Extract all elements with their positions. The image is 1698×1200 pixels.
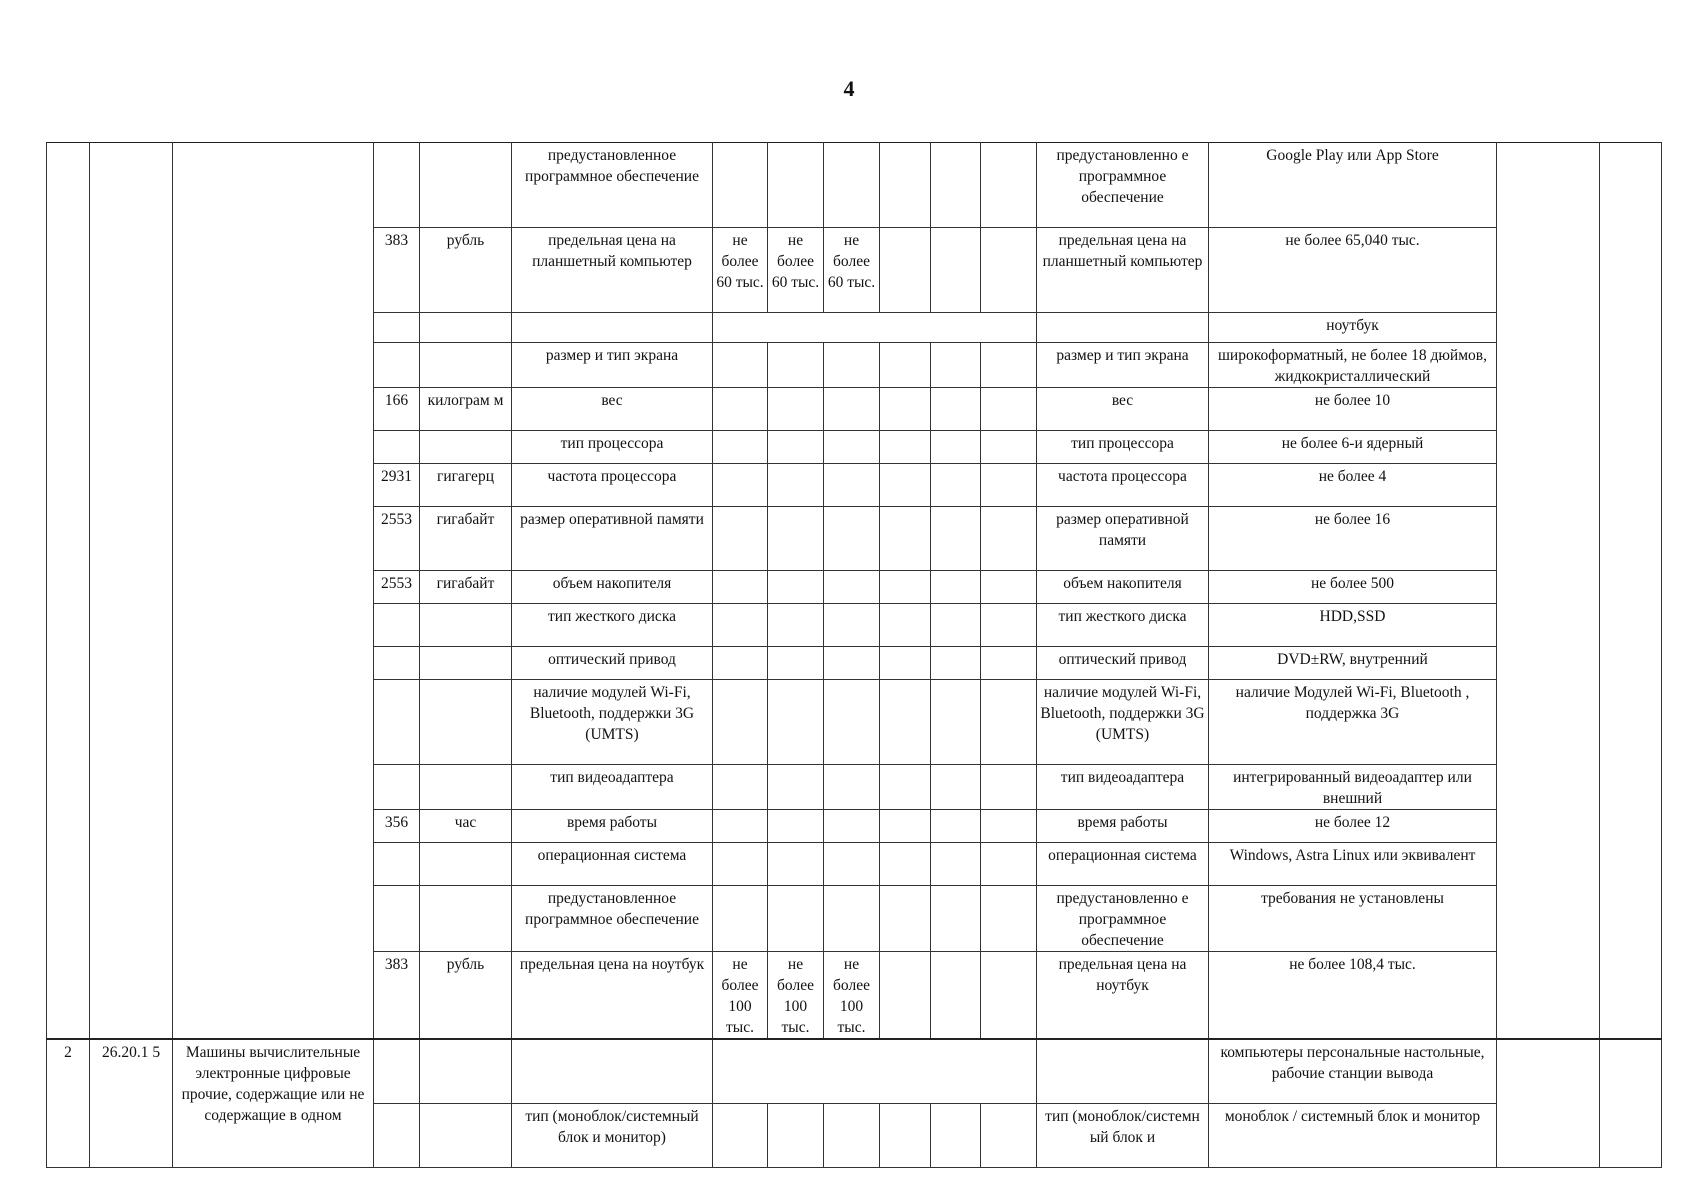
empty-cell <box>931 647 981 680</box>
characteristic-cell <box>512 313 713 343</box>
characteristic-cell: предельная цена на ноутбук <box>512 952 713 1040</box>
characteristic-approved-cell: размер оперативной памяти <box>1037 507 1209 571</box>
value-cell <box>768 886 824 952</box>
approved-value-cell: не более 108,4 тыс. <box>1209 952 1497 1040</box>
okei-code-cell: 2553 <box>374 507 420 571</box>
empty-cell <box>880 810 931 843</box>
empty-cell <box>931 886 981 952</box>
empty-cell <box>880 680 931 765</box>
approved-value-cell: моноблок / системный блок и монитор <box>1209 1103 1497 1167</box>
value-cell <box>824 464 880 507</box>
empty-cell <box>931 765 981 810</box>
empty-cell <box>931 343 981 388</box>
value-cell <box>713 810 768 843</box>
value-cell <box>768 464 824 507</box>
group-label-cell: ноутбук <box>1209 313 1497 343</box>
value-cell <box>824 886 880 952</box>
row-number-cell <box>47 143 90 1040</box>
unit-cell: рубль <box>420 952 512 1040</box>
value-cell <box>824 647 880 680</box>
okei-code-cell <box>374 313 420 343</box>
empty-cell <box>931 507 981 571</box>
value-cell <box>768 604 824 647</box>
okei-code-cell <box>374 1103 420 1167</box>
unit-cell <box>420 313 512 343</box>
item-name-cell <box>173 143 374 1040</box>
approved-value-cell: не более 16 <box>1209 507 1497 571</box>
empty-cell <box>931 571 981 604</box>
empty-cell <box>981 810 1037 843</box>
unit-cell: час <box>420 810 512 843</box>
approved-value-cell: DVD±RW, внутренний <box>1209 647 1497 680</box>
table-row <box>47 143 1662 228</box>
okei-code-cell: 383 <box>374 228 420 313</box>
group-label-cell: компьютеры персональные настольные, рабочие станции вывода <box>1209 1039 1497 1103</box>
empty-cell <box>880 647 931 680</box>
empty-cell <box>880 143 931 228</box>
characteristic-cell: объем накопителя <box>512 571 713 604</box>
unit-cell <box>420 843 512 886</box>
unit-cell <box>420 680 512 765</box>
value-cell: не более 100 тыс. <box>713 952 768 1040</box>
value-cell <box>824 143 880 228</box>
characteristic-approved-cell: частота процессора <box>1037 464 1209 507</box>
characteristic-cell: наличие модулей Wi-Fi, Bluetooth, поддержки 3G (UMTS) <box>512 680 713 765</box>
empty-cell <box>981 647 1037 680</box>
value-cell <box>713 765 768 810</box>
characteristic-approved-cell: тип (моноблок/системн ый блок и <box>1037 1103 1209 1167</box>
empty-cell <box>880 604 931 647</box>
value-cell: не более 60 тыс. <box>768 228 824 313</box>
value-cell: не более 60 тыс. <box>713 228 768 313</box>
characteristic-cell: время работы <box>512 810 713 843</box>
empty-cell <box>880 431 931 464</box>
empty-cell <box>981 886 1037 952</box>
spec-table <box>46 142 1662 1168</box>
empty-cell <box>981 571 1037 604</box>
approved-value-cell: HDD,SSD <box>1209 604 1497 647</box>
empty-cell <box>981 464 1037 507</box>
value-cell <box>768 843 824 886</box>
characteristic-approved-cell: оптический привод <box>1037 647 1209 680</box>
okei-code-cell: 383 <box>374 952 420 1040</box>
empty-cell <box>880 843 931 886</box>
value-cell <box>824 1103 880 1167</box>
characteristic-cell <box>512 1039 713 1103</box>
okei-code-cell <box>374 343 420 388</box>
value-cell <box>713 343 768 388</box>
empty-cell <box>880 343 931 388</box>
approved-value-cell: Google Play или App Store <box>1209 143 1497 228</box>
value-cell <box>768 571 824 604</box>
value-cell <box>768 507 824 571</box>
value-cell <box>713 143 768 228</box>
value-cell <box>768 765 824 810</box>
okei-code-cell <box>374 143 420 228</box>
okei-code-cell: 166 <box>374 388 420 431</box>
characteristic-cell: оптический привод <box>512 647 713 680</box>
characteristic-cell: предустановленное программное обеспечение <box>512 886 713 952</box>
unit-cell <box>420 1103 512 1167</box>
value-cell <box>824 388 880 431</box>
value-cell <box>768 143 824 228</box>
value-cell <box>713 388 768 431</box>
value-cell <box>824 843 880 886</box>
empty-cell <box>880 765 931 810</box>
okei-code-cell <box>374 765 420 810</box>
empty-cell <box>931 1103 981 1167</box>
value-cell <box>768 647 824 680</box>
characteristic-approved-cell: тип жесткого диска <box>1037 604 1209 647</box>
unit-cell: гигабайт <box>420 571 512 604</box>
empty-cell <box>931 464 981 507</box>
empty-cell <box>880 388 931 431</box>
empty-cell <box>981 143 1037 228</box>
okpd-cell <box>90 143 173 1040</box>
empty-cell <box>880 886 931 952</box>
characteristic-approved-cell: тип процессора <box>1037 431 1209 464</box>
unit-cell <box>420 604 512 647</box>
approved-value-cell: требования не установлены <box>1209 886 1497 952</box>
characteristic-approved-cell: предустановленно е программное обеспечение <box>1037 886 1209 952</box>
value-cell <box>824 343 880 388</box>
item-name-cell: Машины вычислительные электронные цифровые прочие, содержащие или не содержащие в одном <box>173 1039 374 1167</box>
unit-cell <box>420 143 512 228</box>
characteristic-approved-cell: вес <box>1037 388 1209 431</box>
merged-empty-cell <box>713 313 1037 343</box>
characteristic-approved-cell <box>1037 1039 1209 1103</box>
characteristic-cell: тип видеоадаптера <box>512 765 713 810</box>
value-cell <box>768 1103 824 1167</box>
empty-cell <box>981 343 1037 388</box>
value-cell <box>713 680 768 765</box>
unit-cell <box>420 431 512 464</box>
value-cell <box>824 810 880 843</box>
value-cell <box>768 431 824 464</box>
characteristic-approved-cell <box>1037 313 1209 343</box>
empty-cell <box>981 843 1037 886</box>
value-cell <box>824 507 880 571</box>
empty-cell <box>931 952 981 1040</box>
empty-cell <box>931 143 981 228</box>
value-cell: не более 60 тыс. <box>824 228 880 313</box>
okei-code-cell <box>374 604 420 647</box>
characteristic-cell: тип (моноблок/системный блок и монитор) <box>512 1103 713 1167</box>
empty-cell <box>880 571 931 604</box>
value-cell <box>824 571 880 604</box>
characteristic-cell: тип жесткого диска <box>512 604 713 647</box>
unit-cell <box>420 765 512 810</box>
empty-cell <box>931 431 981 464</box>
approved-value-cell: наличие Модулей Wi-Fi, Bluetooth , поддержка 3G <box>1209 680 1497 765</box>
empty-cell <box>880 228 931 313</box>
unit-cell <box>420 343 512 388</box>
empty-cell <box>931 388 981 431</box>
characteristic-approved-cell: операционная система <box>1037 843 1209 886</box>
approved-value-cell: не более 500 <box>1209 571 1497 604</box>
extra-cell <box>1600 143 1662 1040</box>
empty-cell <box>880 952 931 1040</box>
empty-cell <box>981 431 1037 464</box>
okei-code-cell: 2931 <box>374 464 420 507</box>
page-number: 4 <box>843 76 855 101</box>
value-cell <box>824 680 880 765</box>
value-cell <box>713 647 768 680</box>
unit-cell: гигабайт <box>420 507 512 571</box>
empty-cell <box>931 810 981 843</box>
empty-cell <box>981 228 1037 313</box>
empty-cell <box>981 388 1037 431</box>
value-cell <box>824 431 880 464</box>
approved-value-cell: не более 6-и ядерный <box>1209 431 1497 464</box>
approved-value-cell: не более 10 <box>1209 388 1497 431</box>
okei-code-cell <box>374 886 420 952</box>
empty-cell <box>981 604 1037 647</box>
value-cell <box>824 765 880 810</box>
row-number-cell: 2 <box>47 1039 90 1167</box>
characteristic-cell: предустановленное программное обеспечение <box>512 143 713 228</box>
okei-code-cell <box>374 647 420 680</box>
item2-header-row <box>47 1039 1662 1103</box>
value-cell <box>713 843 768 886</box>
approved-value-cell: не более 4 <box>1209 464 1497 507</box>
value-cell <box>768 388 824 431</box>
characteristic-cell: размер и тип экрана <box>512 343 713 388</box>
characteristic-approved-cell: предельная цена на ноутбук <box>1037 952 1209 1040</box>
characteristic-approved-cell: размер и тип экрана <box>1037 343 1209 388</box>
empty-cell <box>880 464 931 507</box>
okpd-cell: 26.20.1 5 <box>90 1039 173 1167</box>
okei-code-cell <box>374 1039 420 1103</box>
characteristic-approved-cell: предустановленно е программное обеспечение <box>1037 143 1209 228</box>
value-cell <box>713 507 768 571</box>
value-cell <box>713 571 768 604</box>
characteristic-approved-cell: тип видеоадаптера <box>1037 765 1209 810</box>
characteristic-approved-cell: наличие модулей Wi-Fi, Bluetooth, поддержки 3G (UMTS) <box>1037 680 1209 765</box>
okei-code-cell: 2553 <box>374 571 420 604</box>
unit-cell <box>420 1039 512 1103</box>
approved-value-cell: Windows, Astra Linux или эквивалент <box>1209 843 1497 886</box>
okei-code-cell <box>374 843 420 886</box>
empty-cell <box>981 1103 1037 1167</box>
approved-value-cell: не более 65,040 тыс. <box>1209 228 1497 313</box>
okei-code-cell: 356 <box>374 810 420 843</box>
characteristic-cell: частота процессора <box>512 464 713 507</box>
unit-cell <box>420 647 512 680</box>
approved-value-cell: широкоформатный, не более 18 дюймов, жидкокристаллический <box>1209 343 1497 388</box>
characteristic-cell: операционная система <box>512 843 713 886</box>
empty-cell <box>931 680 981 765</box>
empty-cell <box>931 604 981 647</box>
empty-cell <box>981 765 1037 810</box>
value-cell <box>824 604 880 647</box>
extra-cell <box>1497 1039 1600 1167</box>
unit-cell: рубль <box>420 228 512 313</box>
value-cell <box>768 680 824 765</box>
value-cell: не более 100 тыс. <box>768 952 824 1040</box>
characteristic-approved-cell: время работы <box>1037 810 1209 843</box>
value-cell <box>768 810 824 843</box>
okei-code-cell <box>374 680 420 765</box>
characteristic-cell: вес <box>512 388 713 431</box>
value-cell <box>713 604 768 647</box>
value-cell <box>713 464 768 507</box>
characteristic-cell: тип процессора <box>512 431 713 464</box>
unit-cell: гигагерц <box>420 464 512 507</box>
value-cell <box>713 1103 768 1167</box>
approved-value-cell: не более 12 <box>1209 810 1497 843</box>
unit-cell <box>420 886 512 952</box>
merged-empty-cell <box>713 1039 1037 1103</box>
extra-cell <box>1600 1039 1662 1167</box>
value-cell <box>713 431 768 464</box>
empty-cell <box>981 952 1037 1040</box>
characteristic-approved-cell: объем накопителя <box>1037 571 1209 604</box>
characteristic-approved-cell: предельная цена на планшетный компьютер <box>1037 228 1209 313</box>
extra-cell <box>1497 143 1600 1040</box>
characteristic-cell: размер оперативной памяти <box>512 507 713 571</box>
value-cell: не более 100 тыс. <box>824 952 880 1040</box>
value-cell <box>713 886 768 952</box>
value-cell <box>768 343 824 388</box>
empty-cell <box>931 228 981 313</box>
okei-code-cell <box>374 431 420 464</box>
approved-value-cell: интегрированный видеоадаптер или внешний <box>1209 765 1497 810</box>
empty-cell <box>931 843 981 886</box>
empty-cell <box>981 507 1037 571</box>
unit-cell: килограм м <box>420 388 512 431</box>
characteristic-cell: предельная цена на планшетный компьютер <box>512 228 713 313</box>
empty-cell <box>981 680 1037 765</box>
empty-cell <box>880 507 931 571</box>
empty-cell <box>880 1103 931 1167</box>
